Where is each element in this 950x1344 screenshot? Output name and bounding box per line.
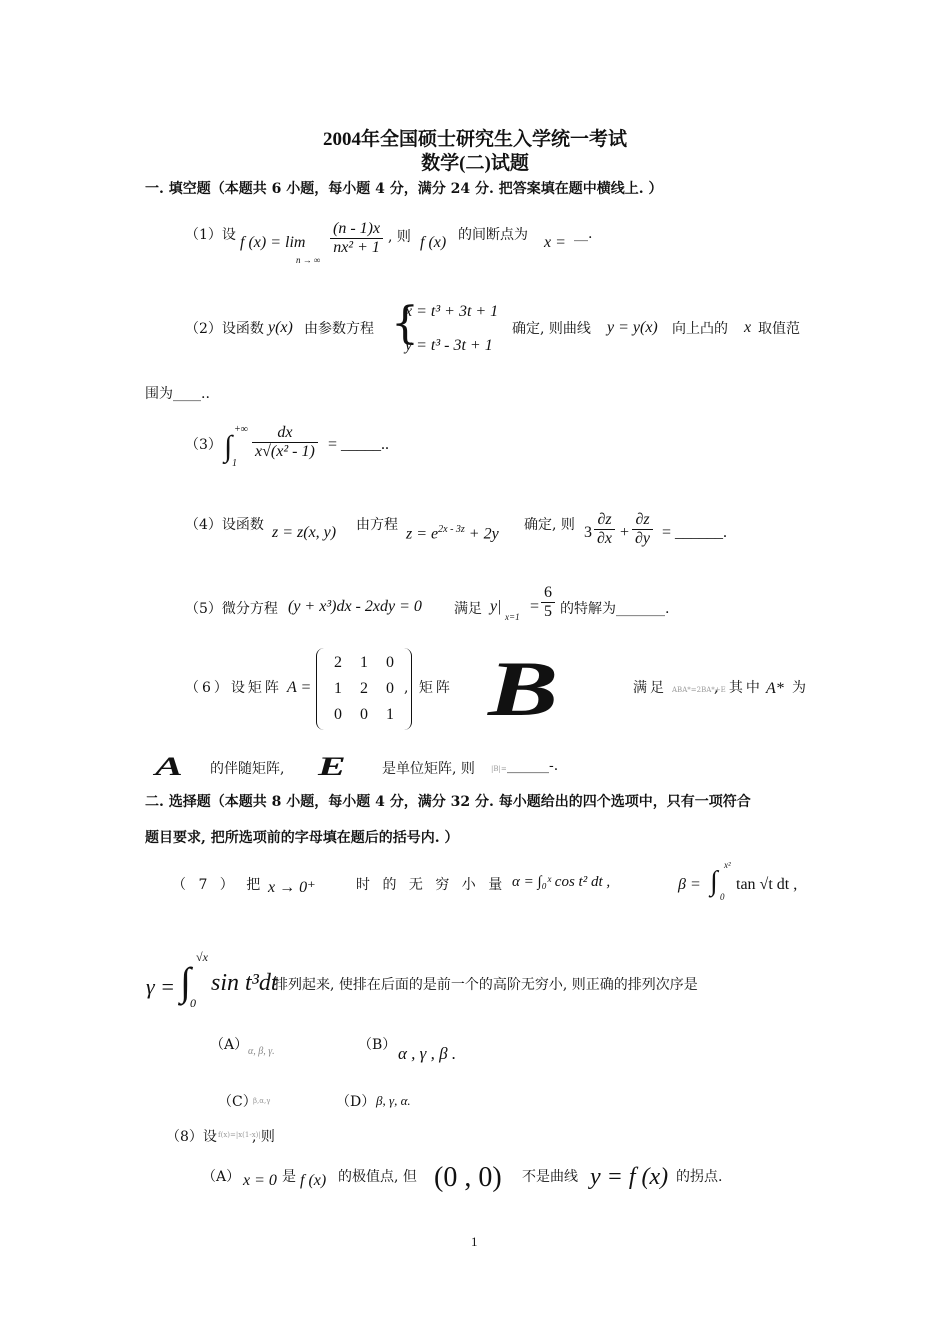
section-heading-fill: 一. 填空题（本题共 6 小题，每小题 4 分，满分 24 分. 把答案填在题中横线上. ） [145,181,663,197]
matrix-cell: 0 [334,706,342,723]
q2-x: x [744,319,752,336]
q6-tiny-det: |B|= [491,765,507,773]
q1-number: （1）设 [185,227,236,243]
q4-plus: + [620,524,630,541]
q7-alpha: α = ∫₀ˣ cos t² dt , [512,874,611,890]
q6-B-large: B [488,645,559,732]
q2-text2: 确定, 则曲线 [512,321,591,337]
q2-text3: 向上凸的 [672,321,728,337]
q7-gamma-body: sin t³dt [211,970,278,996]
matrix-row [325,650,403,676]
matrix-cell: 1 [360,654,368,671]
q4-z: z = z(x, y) [272,524,337,541]
q4-tail: = ______. [662,524,728,541]
q5-text1: 满足 [454,601,482,617]
section-heading-choice-2: 题目要求, 把所选项前的字母填在题后的括号内. ） [145,830,459,846]
exam-title: 2004年全国硕士研究生入学统一考试 [322,129,627,150]
q4-partial2: $\frac{\partial z}{\partial y}$ [632,511,653,548]
q1-fx: f (x) [420,234,447,251]
q1-answer: x = [544,234,566,251]
matrix-cell: 0 [386,680,394,697]
q5-cond-sub: x=1 [505,612,520,622]
q4-coef: 3 [584,524,592,541]
q8-fx: f (x) [300,1172,327,1189]
q7-tail: 排列起来, 使排在后面的是前一个的高阶无穷小, 则正确的排列次序是 [274,977,698,993]
q8-tiny-function: f(x)=|x(1-x)| [218,1131,261,1139]
q7-beta-integral: ∫ [710,866,718,897]
q6-text3: , 其中 [714,680,763,696]
q7-optD-label[interactable]: （D） [336,1094,376,1110]
q4-text2: 确定, 则 [524,517,575,533]
q7-optC: β,α,γ [253,1097,271,1105]
exam-subtitle: 数学(二)试题 [421,153,529,174]
q1-answer-blank: __. [574,226,593,242]
q7-beta-upper: x² [724,860,731,870]
q1-numerator: (n - 1)x [330,220,383,239]
q8-curve: y = f (x) [590,1164,669,1190]
q7-gamma-integral: ∫ [180,959,191,1004]
q1-denominator: nx² + 1 [333,239,380,256]
q2-number: （2）设函数 [185,321,264,337]
q7-optC-label[interactable]: （C） [218,1094,257,1110]
matrix-cell: 1 [334,680,342,697]
q2-text1: 由参数方程 [304,321,374,337]
q5-fraction: $\frac{6}{5}$ [541,584,555,621]
q2-eq1: x = t³ + 3t + 1 [405,303,499,320]
page-number: 1 [471,1234,478,1249]
q3-integral-sign: ∫ [224,430,233,463]
q6-text2: 满足 [633,680,667,696]
q7-beta-body: tan √t dt , [736,876,798,893]
q1-tail: 的间断点为 [458,227,528,243]
q6-text4: 为 [792,680,806,696]
q1-mid: , 则 [388,229,411,245]
q5-eqsign: = [530,598,540,615]
q7-text1: 时 的 无 穷 小 量 [356,877,507,893]
q2-function: y(x) [268,319,293,336]
q8-number: （8）设 [166,1129,217,1145]
q3-fraction [252,424,318,461]
q8-x0: x = 0 [243,1172,277,1189]
q6-text1: , 矩阵 [404,680,453,696]
q3-lower: 1 [232,458,237,469]
q5-number: （5）微分方程 [185,601,278,617]
q5-equation: (y + x³)dx - 2xdy = 0 [288,598,422,615]
q7-optD: β, γ, α. [376,1093,411,1108]
q3-numerator: dx [252,424,318,443]
matrix-cell: 2 [360,680,368,697]
q2-eq2: y = t³ - 3t + 1 [405,337,493,354]
q4-eq: $z = e^{2x - 3z} + 2y$ [406,524,499,543]
q8-text1: , 则 [252,1129,275,1145]
matrix-cell: 1 [386,706,394,723]
q7-beta-lower: 0 [720,892,725,902]
q1-fraction [330,220,383,257]
matrix-cell: 2 [334,654,342,671]
q4-number: （4）设函数 [185,517,264,533]
q4-text1: 由方程 [356,517,398,533]
q6-text6: 是单位矩阵, 则 [382,761,475,777]
q5-cond: y| [490,598,502,615]
q8-text4: 不是曲线 [522,1169,578,1185]
matrix-row [325,676,403,702]
q8-optA-label[interactable]: （A） [202,1169,241,1185]
q6-tail: ______-. [507,758,559,774]
q2-text4: 取值范 [758,321,800,337]
q3-number: （3） [185,437,222,453]
q7-gamma-upper: √x [196,950,208,964]
q8-text2: 是 [282,1169,296,1185]
q7-gamma-lower: 0 [190,996,196,1010]
q8-text3: 的极值点, 但 [338,1169,417,1185]
q6-number: （6）设矩阵 [185,680,282,696]
q6-A: A = [287,679,312,696]
q7-gamma-lhs: γ = [146,974,176,999]
q7-beta-lhs: β = [678,876,701,893]
q7-optA: α, β, γ. [248,1046,275,1057]
q1-lhs: f (x) = lim [240,234,306,251]
q7-optB-label[interactable]: （B） [358,1037,397,1053]
q7-optB: α , γ , β . [398,1044,457,1063]
matrix-cell: 0 [386,654,394,671]
q6-matrix [316,648,412,730]
q5-tail: 的特解为_______. [560,601,670,617]
q4-partial1: $\frac{\partial z}{\partial x}$ [594,511,615,548]
matrix-cell: 0 [360,706,368,723]
q7-number: （ 7 ） 把 [172,877,265,893]
q2-brace: { [391,298,419,349]
q8-text5: 的拐点. [676,1169,723,1185]
q2-curve: y = y(x) [607,319,658,336]
q3-upper: +∞ [234,424,248,435]
q8-point: (0 , 0) [434,1162,502,1193]
q3-denominator: x√(x² - 1) [255,443,315,460]
matrix-row [325,702,403,728]
q3-tail: = _____.. [328,436,390,453]
q1-limit-sub: n → ∞ [296,255,321,265]
q6-A-large: A [155,752,183,781]
q7-limit: x → 0⁺ [268,879,316,896]
section-heading-choice-1: 二. 选择题（本题共 8 小题，每小题 4 分，满分 32 分. 每小题给出的四个选项中，只有一项符合 [145,794,751,810]
q7-optA-label[interactable]: （A） [210,1037,249,1053]
q6-E-large: E [318,752,346,781]
q2-text5: 围为____.. [145,386,210,402]
q6-tiny-equation: ABA*=2BA*+E [672,686,726,694]
q6-text5: 的伴随矩阵, [210,761,285,777]
q6-Astar: A* [766,680,784,697]
